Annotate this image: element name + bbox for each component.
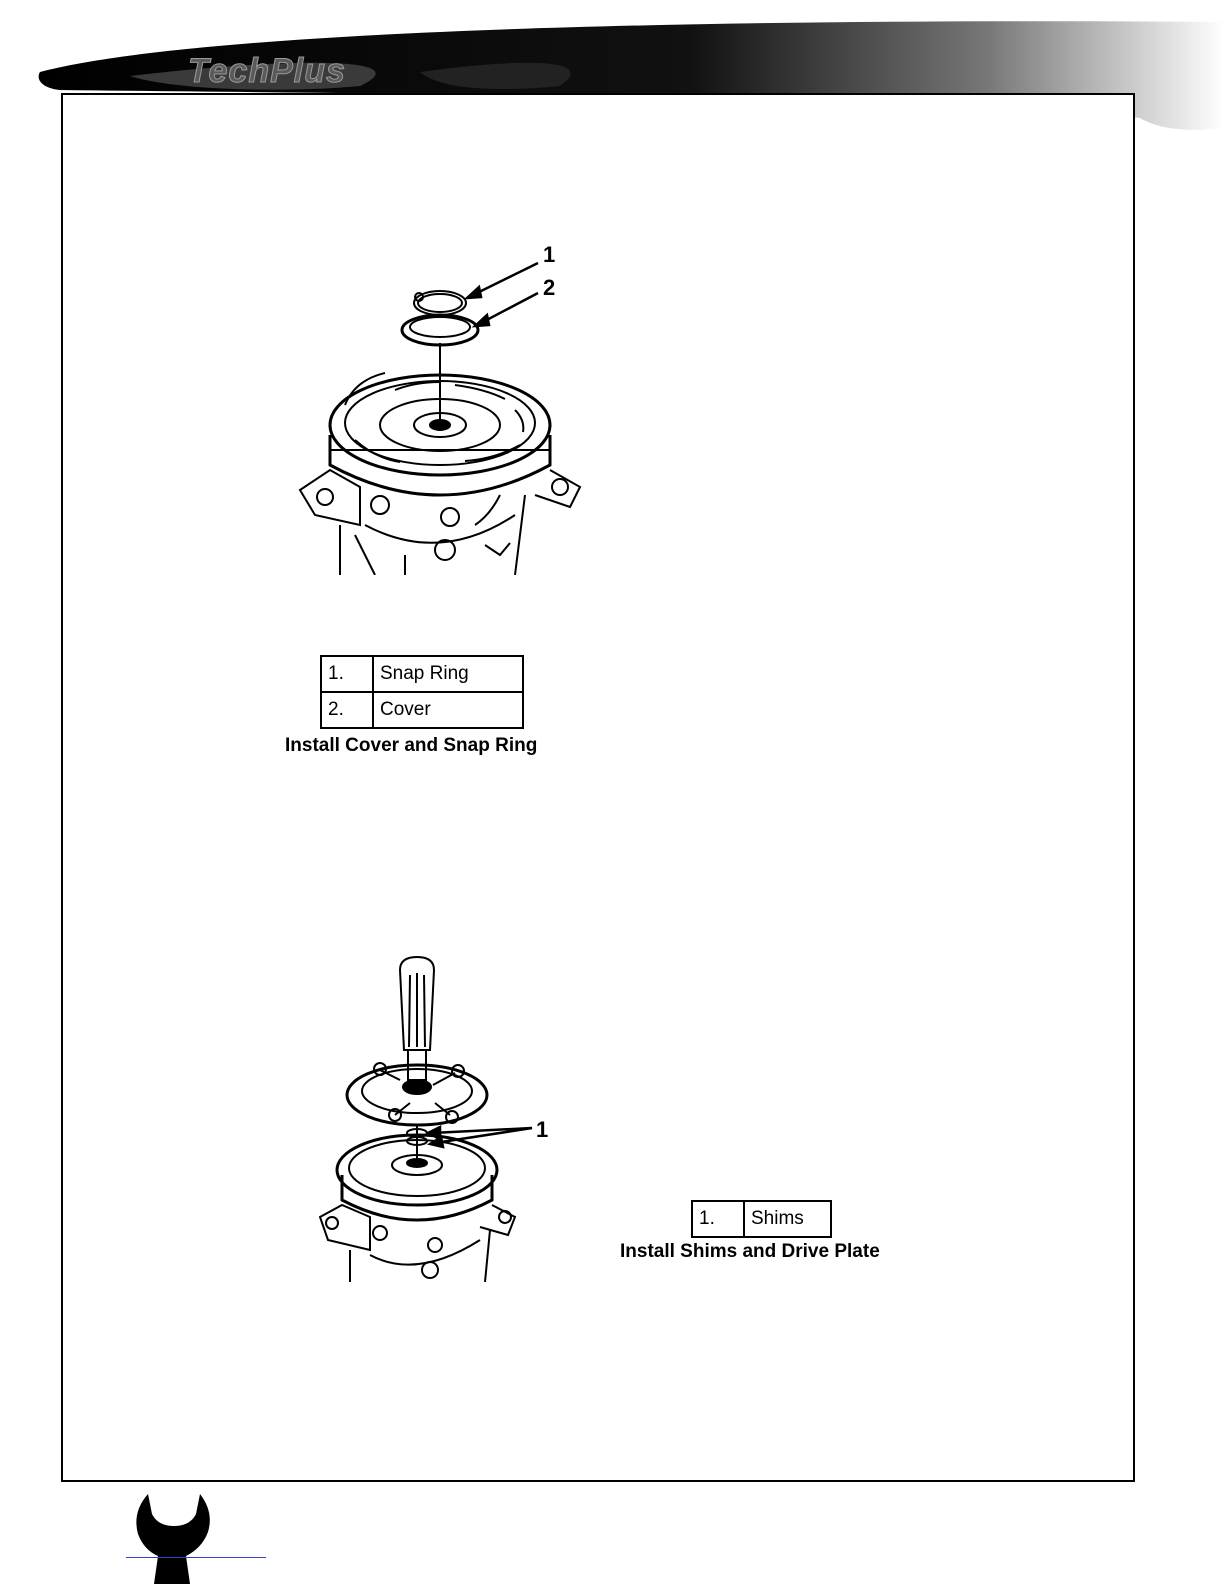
legend-number: 2. [321,692,373,728]
footer-link-underline [126,1557,266,1558]
legend-number: 1. [692,1201,744,1237]
legend-label: Cover [373,692,523,728]
figure-compressor-drive-plate [310,955,570,1282]
callout-2-fig1: 2 [543,275,556,300]
figure-caption-2: Install Shims and Drive Plate [620,1241,880,1262]
callout-1-fig2: 1 [536,1117,549,1142]
logo-text: TechPlus [188,52,346,90]
table-row [321,692,523,728]
legend-label: Shims [744,1201,831,1237]
legend-table-fig1 [320,655,524,729]
callout-1-fig1: 1 [543,242,556,267]
legend-table-fig2 [691,1200,832,1238]
legend-label: Snap Ring [373,656,523,692]
wrench-icon [130,1492,220,1584]
legend-number: 1. [321,656,373,692]
table-row [692,1201,831,1237]
table-row [321,656,523,692]
figure-caption-1: Install Cover and Snap Ring [285,735,538,756]
